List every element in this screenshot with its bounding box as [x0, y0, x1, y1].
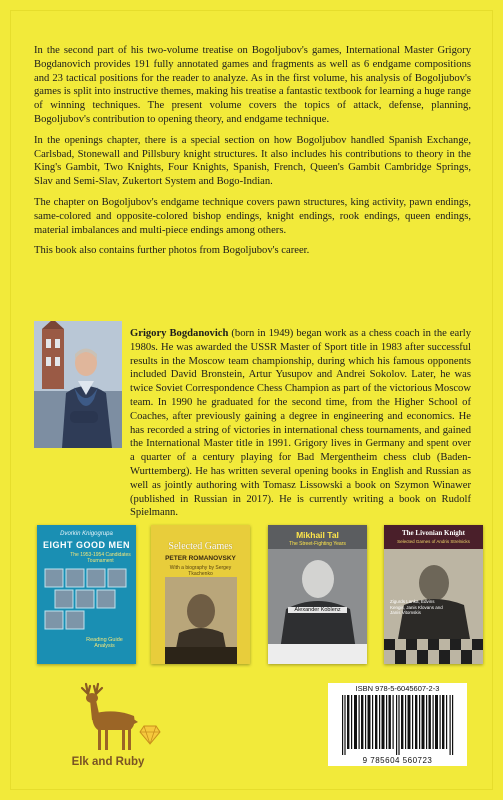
book-3-author: Alexander Koblenz [288, 607, 347, 613]
book-3-subtitle: The Street-Fighting Years [289, 541, 346, 547]
book-2-subtitle: PETER ROMANOVSKY [165, 555, 236, 562]
book-4-subtitle: Selected Games of Andris Strelnicks [397, 539, 470, 544]
book-2-bottom: With a biography by Sergey Tkachenko [169, 565, 232, 577]
book-1-top: Dvorkin Knigogrupa [60, 531, 113, 537]
blurb-paragraph-4: This book also contains further photos from Bogoljubov's career. [34, 245, 310, 257]
book-2-title: Selected Games [168, 541, 233, 552]
book-cover-selected-games [151, 525, 250, 664]
author-photo [34, 321, 122, 448]
author-bio [130, 327, 471, 520]
publisher-logo [52, 678, 164, 776]
publisher-name: Elk and Ruby [71, 756, 145, 768]
book-1-portraits [43, 567, 130, 631]
isbn-label: ISBN 978-5-6045607-2-3 [355, 684, 440, 693]
book-3-title: Mikhail Tal [296, 530, 339, 540]
blurb-paragraph-1: In the second part of his two-volume treatise on Bogoljubov's games, International Master Grigory Bogdanovich provides 191 fully annotated games and fragments as well as 6 endgame compositions and 23 tactical positions for the reader to analyze. As in the first volume, his analysis of Bogoljubov's games is split into instructive themes, making his treatise a fantastic textbook for learning a huge range of winning techniques. The present volume covers the topics of attack, defense, planning, Bogoljubov's contribution to opening theory, and endgame technique. [34, 45, 471, 125]
book-4-bottom: Zigurds Lanka, Edvins Kengis, Janis Klovans and Janis Vitomskis [390, 599, 443, 615]
blurb-paragraph-3: The chapter on Bogoljubov's endgame technique covers pawn structures, king activity, pawn endings, same-colored and opposite-colored bishop endings, knight endings, rook endings, queen endings, material imbalances and multi-piece endings among others. [34, 196, 471, 236]
book-1-bottom: Reading Guide Analysis [86, 637, 123, 649]
barcode-bars [342, 695, 454, 755]
book-1-title: EIGHT GOOD MEN [42, 540, 130, 550]
barcode-digits: 9 785604 560723 [362, 756, 433, 765]
elk-icon [52, 678, 164, 754]
book-cover-eight-good-men [37, 525, 136, 664]
author-name: Grigory Bogdanovich [130, 328, 229, 339]
book-2-photo [165, 577, 237, 664]
isbn-barcode [328, 683, 467, 766]
book-4-title: The Livonian Knight [401, 529, 466, 537]
back-cover-blurb [34, 44, 471, 265]
author-bio-text: (born in 1949) began work as a chess coach in the early 1980s. He was awarded the USSR Master of Sport title in 1983 after successful results in the Moscow team championship, during which his famous opponents included David Bronstein, Artur Yusupov and Andrei Sokolov. Later, he was twice Soviet Correspondence Chess Champion as part of the victorious Moscow team. In 1990 he graduated for the second time, from the Higher School of Coaches, after previously gaining a degree in engineering and economics. He has recorded a string of victories in international chess tournaments, and gained the International Master title in 1991. Grigory lives in Germany and spent over a quarter of a century playing for Bad Mergentheim chess club (Baden-Wurttemberg). He has written several opening books in English and Russian as well as jointly authoring with Tomasz Lissowski a book on Szymon Winawer (published in Russian in 2017). He is currently writing a book on Rudolf Spielmann. [130, 328, 472, 519]
book-1-subtitle: The 1953-1954 Candidates Tournament [70, 552, 131, 564]
blurb-paragraph-2: In the openings chapter, there is a special section on how Bogoljubov handled Spanish Exchange, Carlsbad, Stonewall and Pillsbury knight structures. It also includes his contributions to theory in the King's Gambit, Two Knights, Four Knights, Spanish, French, Queen's Gambit Cambridge Springs, Slav and Semi-Slav, Zukertort System and Bogo-Indian. [34, 134, 471, 188]
ruby-icon [140, 726, 160, 744]
book-cover-livonian-knight [384, 525, 483, 664]
book-cover-mikhail-tal [268, 525, 367, 664]
